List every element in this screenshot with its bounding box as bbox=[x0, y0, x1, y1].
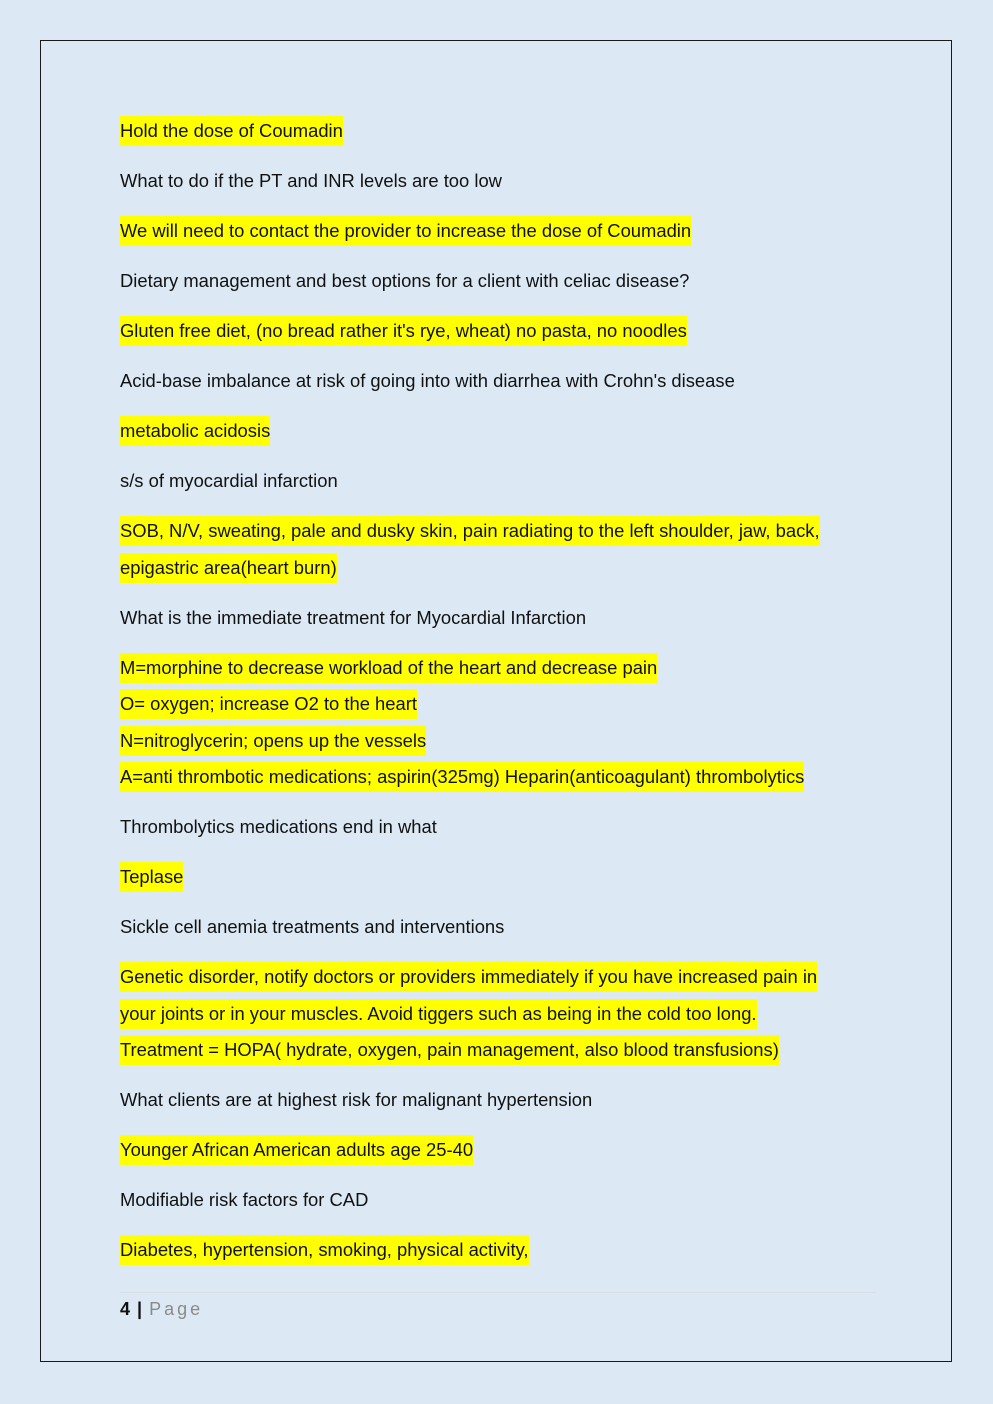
answer-line bbox=[120, 413, 880, 450]
question-line bbox=[120, 809, 880, 846]
highlighted-text: your joints or in your muscles. Avoid tiggers such as being in the cold too long. bbox=[120, 999, 757, 1029]
line-text: Dietary management and best options for a client with celiac disease? bbox=[120, 270, 690, 291]
question-line bbox=[120, 909, 880, 946]
highlighted-text: Younger African American adults age 25-40 bbox=[120, 1135, 473, 1165]
highlighted-text: SOB, N/V, sweating, pale and dusky skin, pain radiating to the left shoulder, jaw, back, bbox=[120, 516, 820, 546]
answer-line bbox=[120, 759, 880, 796]
answer-line bbox=[120, 1132, 880, 1169]
highlighted-text: N=nitroglycerin; opens up the vessels bbox=[120, 726, 426, 756]
highlighted-text: metabolic acidosis bbox=[120, 416, 270, 446]
page-label: Page bbox=[149, 1299, 204, 1319]
answer-line bbox=[120, 686, 880, 723]
line-text: What clients are at highest risk for malignant hypertension bbox=[120, 1089, 593, 1110]
page-footer bbox=[120, 1292, 876, 1323]
answer-line bbox=[120, 859, 880, 896]
question-line bbox=[120, 163, 880, 200]
answer-line bbox=[120, 650, 880, 687]
line-text: s/s of myocardial infarction bbox=[120, 470, 338, 491]
line-text: Modifiable risk factors for CAD bbox=[120, 1189, 369, 1210]
highlighted-text: Hold the dose of Coumadin bbox=[120, 116, 343, 146]
question-line bbox=[120, 1182, 880, 1219]
answer-line bbox=[120, 1232, 880, 1269]
answer-line bbox=[120, 959, 880, 996]
answer-line bbox=[120, 550, 880, 587]
question-line bbox=[120, 1082, 880, 1119]
answer-line bbox=[120, 513, 880, 550]
highlighted-text: Treatment = HOPA( hydrate, oxygen, pain management, also blood transfusions) bbox=[120, 1035, 779, 1065]
line-text: Thrombolytics medications end in what bbox=[120, 816, 437, 837]
answer-line bbox=[120, 113, 880, 150]
line-text: Sickle cell anemia treatments and interventions bbox=[120, 916, 505, 937]
highlighted-text: Teplase bbox=[120, 862, 183, 892]
question-line bbox=[120, 463, 880, 500]
question-line bbox=[120, 600, 880, 637]
answer-line bbox=[120, 313, 880, 350]
highlighted-text: epigastric area(heart burn) bbox=[120, 553, 337, 583]
document-body bbox=[120, 113, 880, 1282]
highlighted-text: Diabetes, hypertension, smoking, physical activity, bbox=[120, 1235, 529, 1265]
line-text: Acid-base imbalance at risk of going into with diarrhea with Crohn's disease bbox=[120, 370, 735, 391]
highlighted-text: Gluten free diet, (no bread rather it's rye, wheat) no pasta, no noodles bbox=[120, 316, 687, 346]
highlighted-text: We will need to contact the provider to increase the dose of Coumadin bbox=[120, 216, 691, 246]
answer-line bbox=[120, 996, 880, 1033]
line-text: What to do if the PT and INR levels are too low bbox=[120, 170, 502, 191]
highlighted-text: Genetic disorder, notify doctors or providers immediately if you have increased pain in bbox=[120, 962, 817, 992]
answer-line bbox=[120, 1032, 880, 1069]
answer-line bbox=[120, 723, 880, 760]
highlighted-text: A=anti thrombotic medications; aspirin(325mg) Heparin(anticoagulant) thrombolytics bbox=[120, 762, 804, 792]
footer-separator: | bbox=[137, 1299, 143, 1319]
page-number: 4 bbox=[120, 1299, 131, 1319]
highlighted-text: O= oxygen; increase O2 to the heart bbox=[120, 689, 417, 719]
highlighted-text: M=morphine to decrease workload of the heart and decrease pain bbox=[120, 653, 657, 683]
line-text: What is the immediate treatment for Myocardial Infarction bbox=[120, 606, 587, 628]
question-line bbox=[120, 363, 880, 400]
question-line bbox=[120, 263, 880, 300]
answer-line bbox=[120, 213, 880, 250]
